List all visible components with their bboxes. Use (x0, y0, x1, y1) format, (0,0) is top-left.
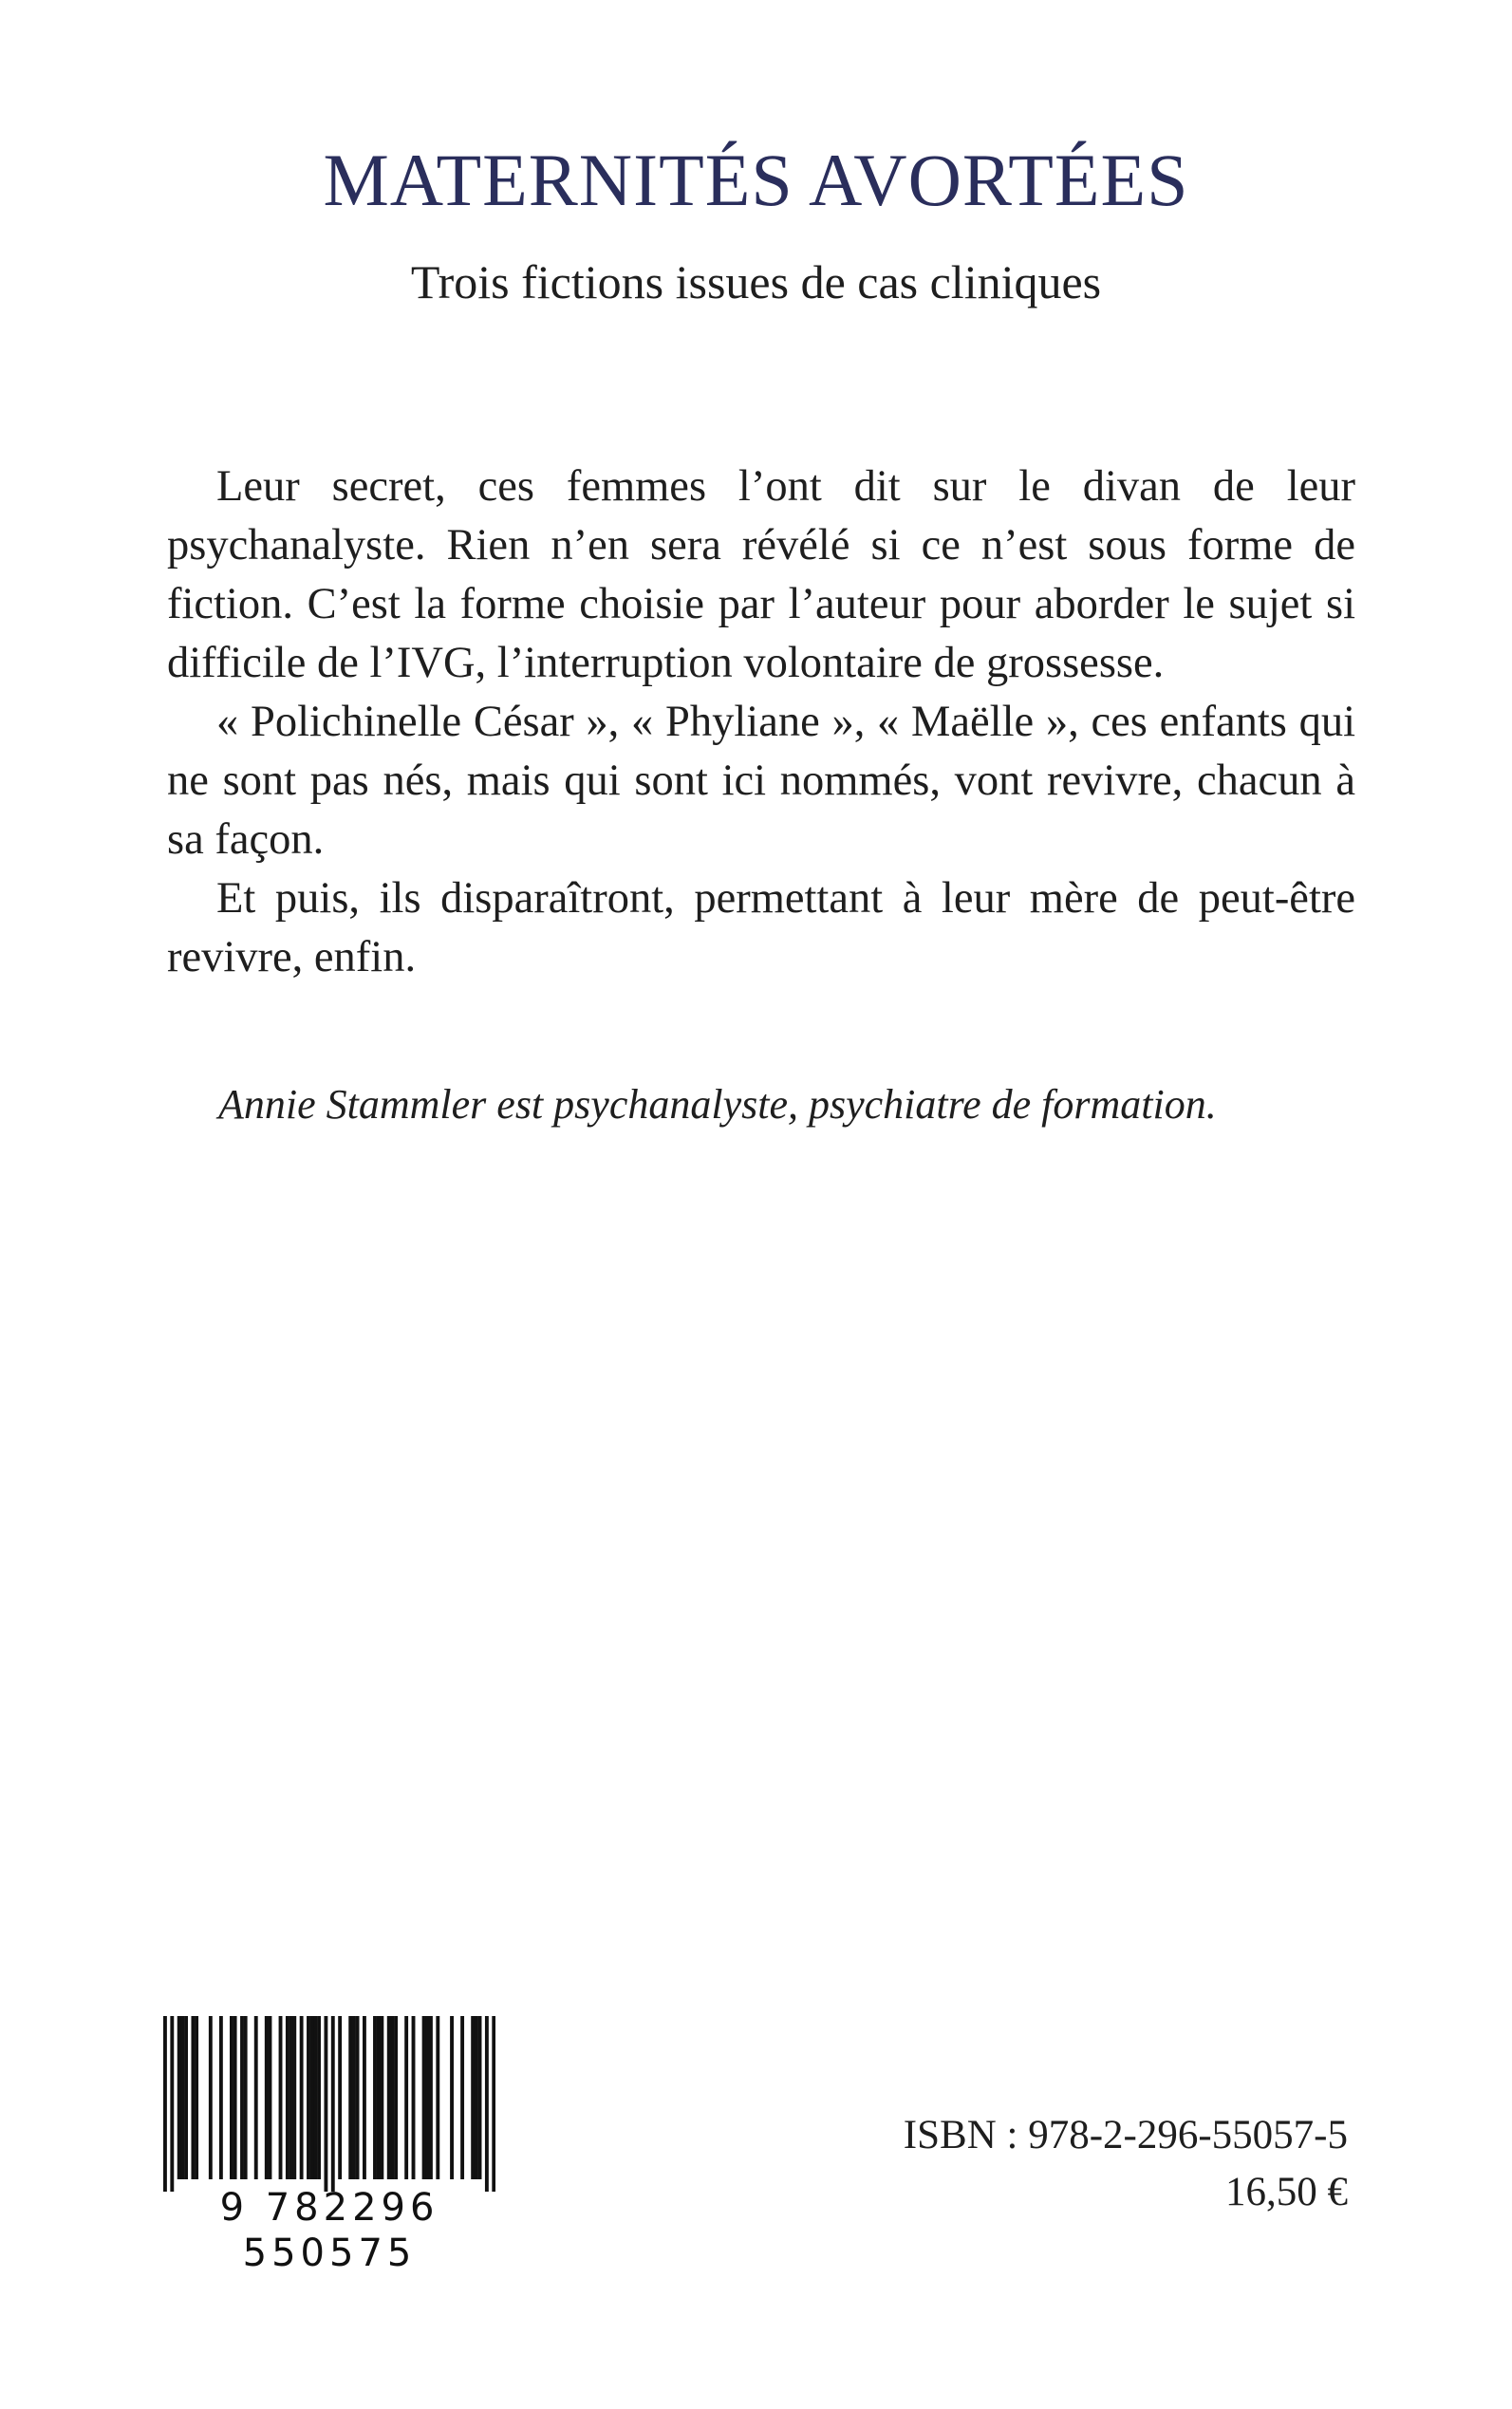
barcode-bar (254, 2016, 258, 2179)
barcode-bar (324, 2016, 327, 2192)
barcode-bar (286, 2016, 289, 2179)
barcode-bar (471, 2016, 475, 2179)
price-label: 16,50 € (1225, 2170, 1348, 2214)
barcode-bar (279, 2016, 283, 2179)
barcode-bar (380, 2016, 383, 2179)
barcode-bar (177, 2016, 181, 2179)
barcode-bar (240, 2016, 244, 2179)
barcode-bar (209, 2016, 213, 2179)
barcode-bar (377, 2016, 381, 2179)
barcode-bar (422, 2016, 426, 2179)
barcode-bar (195, 2016, 198, 2179)
barcode-bar (184, 2016, 188, 2179)
barcode-bar (412, 2016, 416, 2179)
barcode-bar (363, 2016, 366, 2179)
barcode-bar (485, 2016, 489, 2192)
barcode-bar (475, 2016, 478, 2179)
book-subtitle: Trois fictions issues de cas cliniques (410, 255, 1102, 308)
barcode-bar (373, 2016, 377, 2179)
barcode-bar (492, 2016, 495, 2192)
barcode-digits: 9 782296 550575 (219, 2186, 439, 2275)
back-cover-blurb (167, 458, 1355, 987)
blurb-paragraph-2: « Polichinelle César », « Phyliane », « Maëlle », ces enfants qui ne sont pas nés, mais qui sont ici nommés, vont revivre, chacun à sa façon. (167, 698, 1355, 864)
barcode-bar (233, 2016, 237, 2179)
barcode-bar (404, 2016, 408, 2179)
barcode-bar (230, 2016, 233, 2179)
barcode-bar (348, 2016, 352, 2179)
barcode-bar (163, 2016, 167, 2192)
barcode-bar (313, 2016, 317, 2179)
barcode-bar (450, 2016, 454, 2179)
barcode-bar (307, 2016, 310, 2179)
barcode-bar (244, 2016, 248, 2179)
barcode-bar (310, 2016, 314, 2179)
barcode-bar (317, 2016, 321, 2179)
barcode-bar (429, 2016, 433, 2179)
barcode-bars-icon (163, 2016, 495, 2192)
isbn-number: ISBN : 978-2-296-55057-5 (903, 2113, 1348, 2157)
barcode-bar (300, 2016, 304, 2179)
barcode-bar (394, 2016, 398, 2179)
barcode-bar (269, 2016, 272, 2179)
book-title: MATERNITÉS AVORTÉES (323, 139, 1189, 221)
barcode-bar (356, 2016, 360, 2179)
barcode-bar (387, 2016, 391, 2179)
barcode-bar (425, 2016, 429, 2179)
barcode-bar (170, 2016, 174, 2192)
barcode-bar (478, 2016, 482, 2179)
isbn-barcode (163, 2016, 495, 2275)
barcode-bar (191, 2016, 195, 2179)
author-bio: Annie Stammler est psychanalyste, psychiatre de formation. (218, 1081, 1217, 1128)
barcode-bar (390, 2016, 394, 2179)
barcode-bar (265, 2016, 269, 2179)
barcode-bar (219, 2016, 223, 2179)
blurb-paragraph-1: Leur secret, ces femmes l’ont dit sur le divan de leur psychanalyste. Rien n’en sera révélé si ce n’est sous forme de fiction. C’est la forme choisie par l’auteur pour aborder le sujet si difficile de l’IVG, l’interruption volontaire de grossesse. (167, 462, 1355, 687)
barcode-bar (352, 2016, 356, 2179)
barcode-bar (436, 2016, 439, 2179)
blurb-paragraph-3: Et puis, ils disparaîtront, permettant à leur mère de peut-être revivre, enfin. (167, 874, 1355, 981)
barcode-bar (292, 2016, 296, 2179)
barcode-bar (460, 2016, 464, 2179)
barcode-bar (180, 2016, 184, 2179)
barcode-bar (331, 2016, 335, 2192)
barcode-bar (289, 2016, 293, 2179)
barcode-bar (338, 2016, 342, 2179)
